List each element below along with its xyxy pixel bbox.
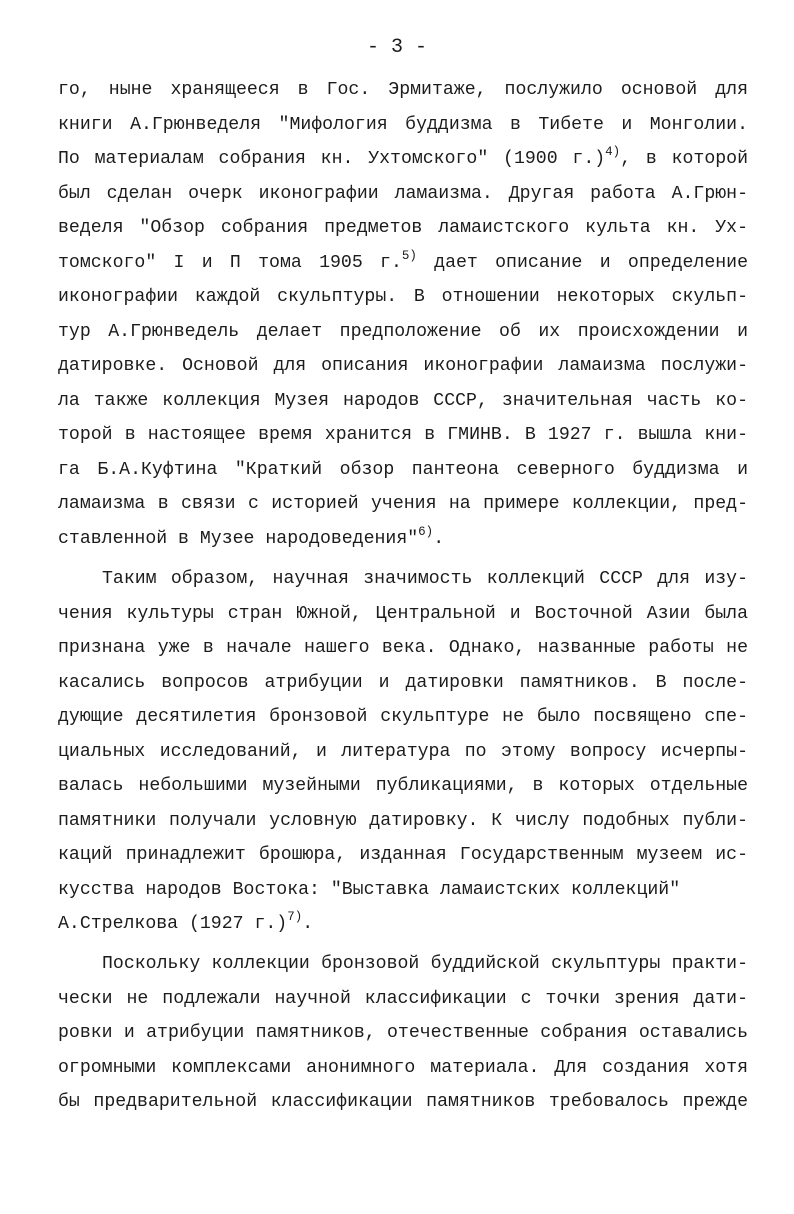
text-segment: томского" I и П тома 1905 г. bbox=[58, 252, 402, 273]
paragraph-3 bbox=[58, 947, 748, 1120]
page-number: - 3 - bbox=[366, 36, 427, 59]
text-line: га Б.А.Куфтина "Краткий обзор пантеона северного буддизма и bbox=[58, 459, 748, 480]
text-line: веделя "Обзор собрания предметов ламаистского культа кн. Ух- bbox=[58, 218, 748, 238]
text-line: Таким образом, научная значимость коллекций СССР для изу- bbox=[102, 569, 748, 589]
text-line: книги А.Грюнведеля "Мифология буддизма в Тибете и Монголии. bbox=[58, 114, 748, 135]
text-line: иконографии каждой скульптуры. В отношении некоторых скульп- bbox=[58, 287, 748, 307]
text-line: ламаизма в связи с историей учения на примере коллекции, пред- bbox=[58, 494, 748, 514]
footnote-ref: 6) bbox=[418, 524, 434, 539]
text-line: торой в настоящее время хранится в ГМИНВ. В 1927 г. вышла кни- bbox=[58, 425, 748, 445]
text-line: валась небольшими музейными публикациями, в которых отдельные bbox=[58, 776, 748, 796]
text-line bbox=[58, 907, 748, 942]
text-line: бы предварительной классификации памятников требовалось прежде bbox=[58, 1092, 748, 1112]
text-segment: . bbox=[433, 528, 445, 549]
footnote-ref: 5) bbox=[401, 248, 417, 263]
text-line: кусства народов Востока: "Выставка ламаистских коллекций" bbox=[58, 879, 681, 900]
text-line: ла также коллекция Музея народов СССР, значительная часть ко- bbox=[58, 390, 748, 411]
text-line: огромными комплексами анонимного материала. Для создания хотя bbox=[58, 1057, 748, 1078]
text-line: каций принадлежит брошюра, изданная Государственным музеем ис- bbox=[58, 845, 748, 865]
footnote-ref: 4) bbox=[605, 145, 621, 159]
text-line: ровки и атрибуции памятников, отечественные собрания оставались bbox=[58, 1023, 748, 1043]
text-line: дующие десятилетия бронзовой скульптуре не было посвящено спе- bbox=[58, 707, 748, 727]
text-line bbox=[58, 142, 748, 177]
text-line: датировке. Основой для описания иконографии ламаизма послужи- bbox=[58, 356, 748, 376]
text-line: памятники получали условную датировку. К числу подобных публи- bbox=[58, 810, 748, 831]
text-line: признана уже в начале нашего века. Однако, названные работы не bbox=[58, 638, 748, 658]
text-segment: . bbox=[302, 914, 314, 934]
text-line: Поскольку коллекции бронзовой буддийской скульптуры практи- bbox=[102, 954, 748, 974]
text-segment: дает описание и определение bbox=[416, 252, 748, 273]
text-segment: А.Стрелкова (1927 г.) bbox=[58, 914, 288, 934]
paragraph-1 bbox=[58, 73, 748, 556]
text-segment: По материалам собрания кн. Ухтомского" (1900 г.) bbox=[58, 149, 606, 169]
text-line bbox=[58, 522, 748, 557]
text-line: касались вопросов атрибуции и датировки памятников. В после- bbox=[58, 672, 748, 693]
text-line: го, ныне хранящееся в Гос. Эрмитаже, послужило основой для bbox=[58, 80, 748, 100]
text-segment: ставленной в Музее народоведения" bbox=[58, 528, 419, 549]
text-line: тур А.Грюнведель делает предположение об их происхождении и bbox=[58, 321, 748, 342]
text-line: циальных исследований, и литература по этому вопросу исчерпы- bbox=[58, 741, 748, 762]
footnote-ref: 7) bbox=[287, 910, 303, 924]
text-segment: , в которой bbox=[620, 149, 749, 169]
text-line: был сделан очерк иконографии ламаизма. Другая работа А.Грюн- bbox=[58, 183, 748, 204]
paragraph-2 bbox=[58, 562, 748, 942]
text-line: чения культуры стран Южной, Центральной и Восточной Азии была bbox=[58, 603, 748, 624]
text-line bbox=[58, 246, 748, 281]
text-line: чески не подлежали научной классификации с точки зрения дати- bbox=[58, 988, 748, 1009]
